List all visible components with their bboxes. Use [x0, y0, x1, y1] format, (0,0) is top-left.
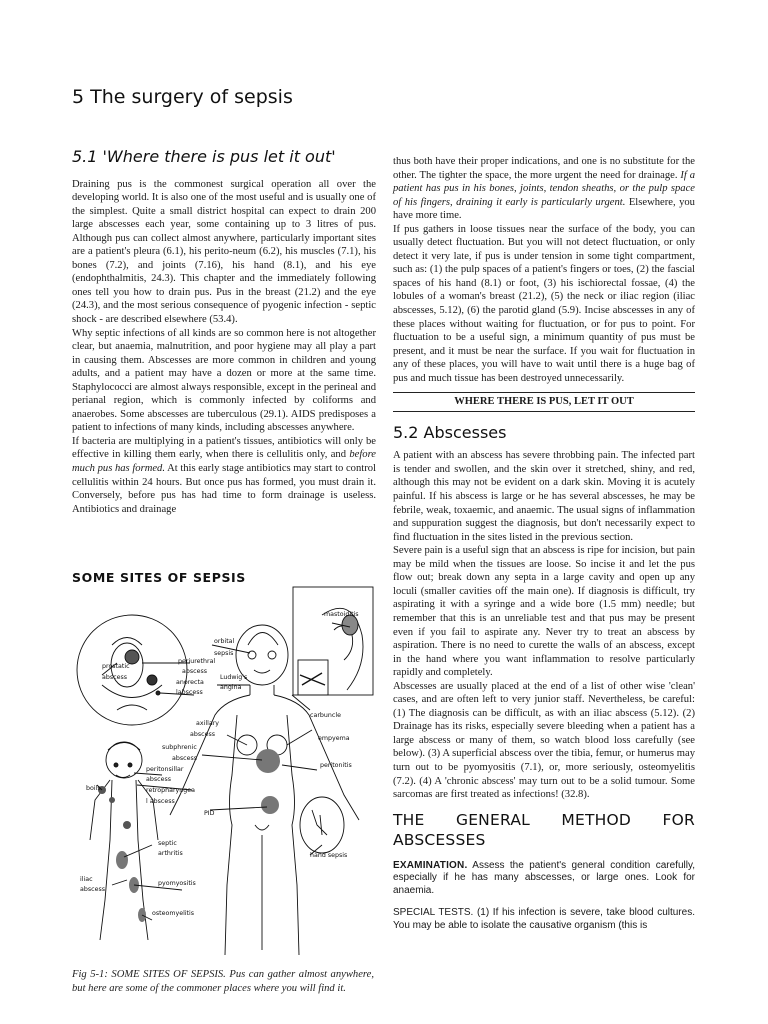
label-abscess: abscess [190, 731, 216, 738]
text-span: Assess the patient's general condition carefully, especially if he has many abscesses, or large ones. Look for anaemia. [393, 859, 695, 897]
general-method-heading: THE GENERAL METHOD FOR ABSCESSES [393, 810, 695, 849]
label-septic: septic [158, 840, 177, 847]
paragraph: Draining pus is the commonest surgical operation all over the developing world. It is also one of the most useful and is usually one of the simplest. Quite a small district hospital can expect to drain 200 large abscesses each year, some containing up to 3 litres of pus. Although pus can collect almost anywhere, particularly important sites are a patient's pleura (6.1), his perito-neum (6.2), his muscles (7.1), his bones (7.2), and joints (7.16), his hand (8.1), and his eye (endophthalmitis, 24.3). This chapter and the immediately following ones tell you how to drain pus. Pus in the breast (21.2) and the eye (24.3), and the most serious consequence of pyogenic infection - septic shock - are described elsewhere (53.4). [72, 178, 376, 326]
lead-in: SPECIAL TESTS. [393, 907, 474, 918]
text-span: If bacteria are multiplying in a patient's tissues, antibiotics will only be effective in killing them early, when there is cellulitis only, and [72, 435, 376, 461]
text-span: thus both have their proper indications, and one is no substitute for the other. The tighter the space, the more urgent the need for drainage. [393, 156, 695, 181]
text-span: Elsewhere, you have more time. [393, 196, 695, 222]
label-pyomyositis: pyomyositis [158, 880, 196, 887]
hand-inset [300, 797, 344, 853]
label-l-abscess: l abscess [146, 798, 175, 805]
label-abscess: abscess [146, 776, 172, 783]
label-pid: PID [204, 810, 215, 817]
label-sepsis: sepsis [214, 650, 234, 657]
sepsis-sites-illustration [72, 585, 376, 965]
label-orbital: orbital [214, 638, 235, 645]
label-abscess: abscess [182, 668, 208, 675]
label-anorecta: anorecta [176, 679, 204, 686]
label-mastoiditis: mastoiditis [324, 611, 359, 618]
paragraph: Abscesses are usually placed at the end of a list of other wise 'clean' cases, and are often left to very junior staff. Nevertheless, be careful: (1) The diagnosis can be difficult, as with an iliac abscess (5.12). (2) Drainage has its risks, especially severe bleeding when a patient has a large abscess or many of them, so watch blood loss carefully (see below). (3) A superficial abscess over the tibia, femur, or humerus may turn out to be pyomyositis (7.1), or, more seriously, osteomyelitis (7.2). (4) A 'chronic abscess' may turn out to be a solid tumour. Some sarcomas are first treated as infections! (32.8). [393, 680, 695, 801]
label-abscess: abscess [102, 674, 128, 681]
label-osteomyelitis: osteomyelitis [152, 910, 195, 917]
label-prostatic: prostatic [102, 663, 130, 670]
label-labscess: labscess [176, 689, 203, 696]
label-iliac: iliac [80, 876, 93, 883]
text-span: (1) If his infection is severe, take blood cultures. You may be able to isolate the causative organism (this is [393, 907, 695, 931]
chapter-title: 5 The surgery of sepsis [72, 86, 293, 108]
label-subphrenic: subphrenic [162, 744, 197, 751]
label-angina: angina [220, 684, 242, 691]
label-peritonsillar: peritonsillar [146, 766, 184, 773]
paragraph: Severe pain is a useful sign that an abscess is ripe for incision, but pain may be mild when the tissues are loose. So incise it and let the pus flow out; break down any septa in a large cavity and open up any loculi (smaller cavities off the main one). If diagnosis is difficult, try aspirating it with a syringe and a wide bore (1.5 mm) needle; but remember that this is an unreliable test and that pus may be present even if you fail to aspirate any. Never try to treat an abscess by aspiration. There is no need to curette the walls of an abscess, except in the hand where you want inflammation to resolve particularly rapidly and completely. [393, 545, 695, 679]
figure-caption: Fig 5-1: SOME SITES OF SEPSIS. Pus can gather almost anywhere, but here are some of the commoner places where you will find it. [72, 969, 374, 994]
paragraph: Why septic infections of all kinds are so common here is not altogether clear, but anaemia, malnutrition, and poor hygiene may all play a part in causing them. Abscesses are more common in children and young adults, and a patient may have a dozen or more at the same time. Staphylococci are almost always responsible, except in the perineal and perianal region, which is commonly infected by coliforms and anaerobes. Some abscesses are tuberculous (29.1). AIDS predisposes a patient to infections of many kinds, including abscesses anywhere. [72, 327, 376, 434]
figure-title: SOME SITES OF SEPSIS [72, 570, 246, 585]
emphasis-text: before much pus has formed. [72, 449, 376, 475]
right-column [393, 155, 695, 942]
emphasis-text: If a patient has pus in his bones, joints, tendon sheaths, or the pulp space of his fingers, draining it early is particularly urgent. [393, 169, 696, 208]
paragraph: A patient with an abscess has severe throbbing pain. The infected part is tender and swollen, and the skin over it stretched, shiny, and red, although this may not be evident on a dark skin. Moving it is acutely painful. If his abscess is large or he has several abscesses, he may be febrile, weak, toxaemic, and anaemic. The usual signs of inflammation and suppuration suggest the diagnosis, but don't necessarily expect to find fluctuation in the sites listed in the previous section. [393, 450, 695, 543]
lead-in: EXAMINATION. [393, 859, 468, 871]
section-5-2-heading: 5.2 Abscesses [393, 422, 507, 442]
label-carbuncle: carbuncle [310, 712, 341, 719]
label-peritonitis: peritonitis [320, 762, 352, 769]
text-span: At this early stage antibiotics may start to control cellulitis within 24 hours. But once pus has formed, you must drain it. Conversely, before pus has had time to form drainage is useless. Antibiotics and drainage [72, 463, 376, 515]
label-axillary: axillary [196, 720, 220, 727]
paragraph [393, 155, 695, 223]
paragraph [393, 907, 695, 933]
left-column [72, 147, 376, 516]
label-ludwigs: Ludwig's [220, 674, 248, 681]
label-boils: boils [86, 785, 101, 792]
ear-inset [293, 587, 373, 695]
label-periurethral: periurethral [178, 658, 216, 665]
boxed-heading: WHERE THERE IS PUS, LET IT OUT [393, 392, 695, 412]
paragraph [72, 435, 376, 516]
label-arthritis: arthritis [158, 850, 183, 857]
label-hand-sepsis: hand sepsis [310, 852, 348, 859]
figure-illustration [72, 585, 376, 965]
paragraph [393, 860, 695, 898]
perineum-view [77, 615, 187, 725]
label-abscess: abscess [80, 886, 106, 893]
label-abscess: abscess [172, 755, 198, 762]
label-retropharyngea: retropharyngea [146, 787, 195, 794]
label-empyema: empyema [318, 735, 350, 742]
section-5-1-heading: 5.1 'Where there is pus let it out' [72, 147, 336, 166]
paragraph: If pus gathers in loose tissues near the surface of the body, you can usually detect fluctuation. But you will not detect fluctuation, or only detect it very late, if pus is under tension in some tight compartment, such as: (1) the pulp spaces of a patient's fingers or toes, (2) the fascial spaces of his hand (8.1) or foot, (3) his ischiorectal fossae, (4) the lobules of a woman's breast (21.2), (5) the neck or iliac region (iliac abscesses, 5.12), (6) the parotid gland (5.9). Incise abscesses in any of these places without waiting for fluctuation, or for pus to point. For fluctuation to be a useful sign, a minimum quantity of pus must be present, and it must be near the surface. If you wait for fluctuation in any of these places, you will have to wait until there is a huge bag of pus and much tissue has been destroyed unnecessarily. [393, 223, 695, 384]
